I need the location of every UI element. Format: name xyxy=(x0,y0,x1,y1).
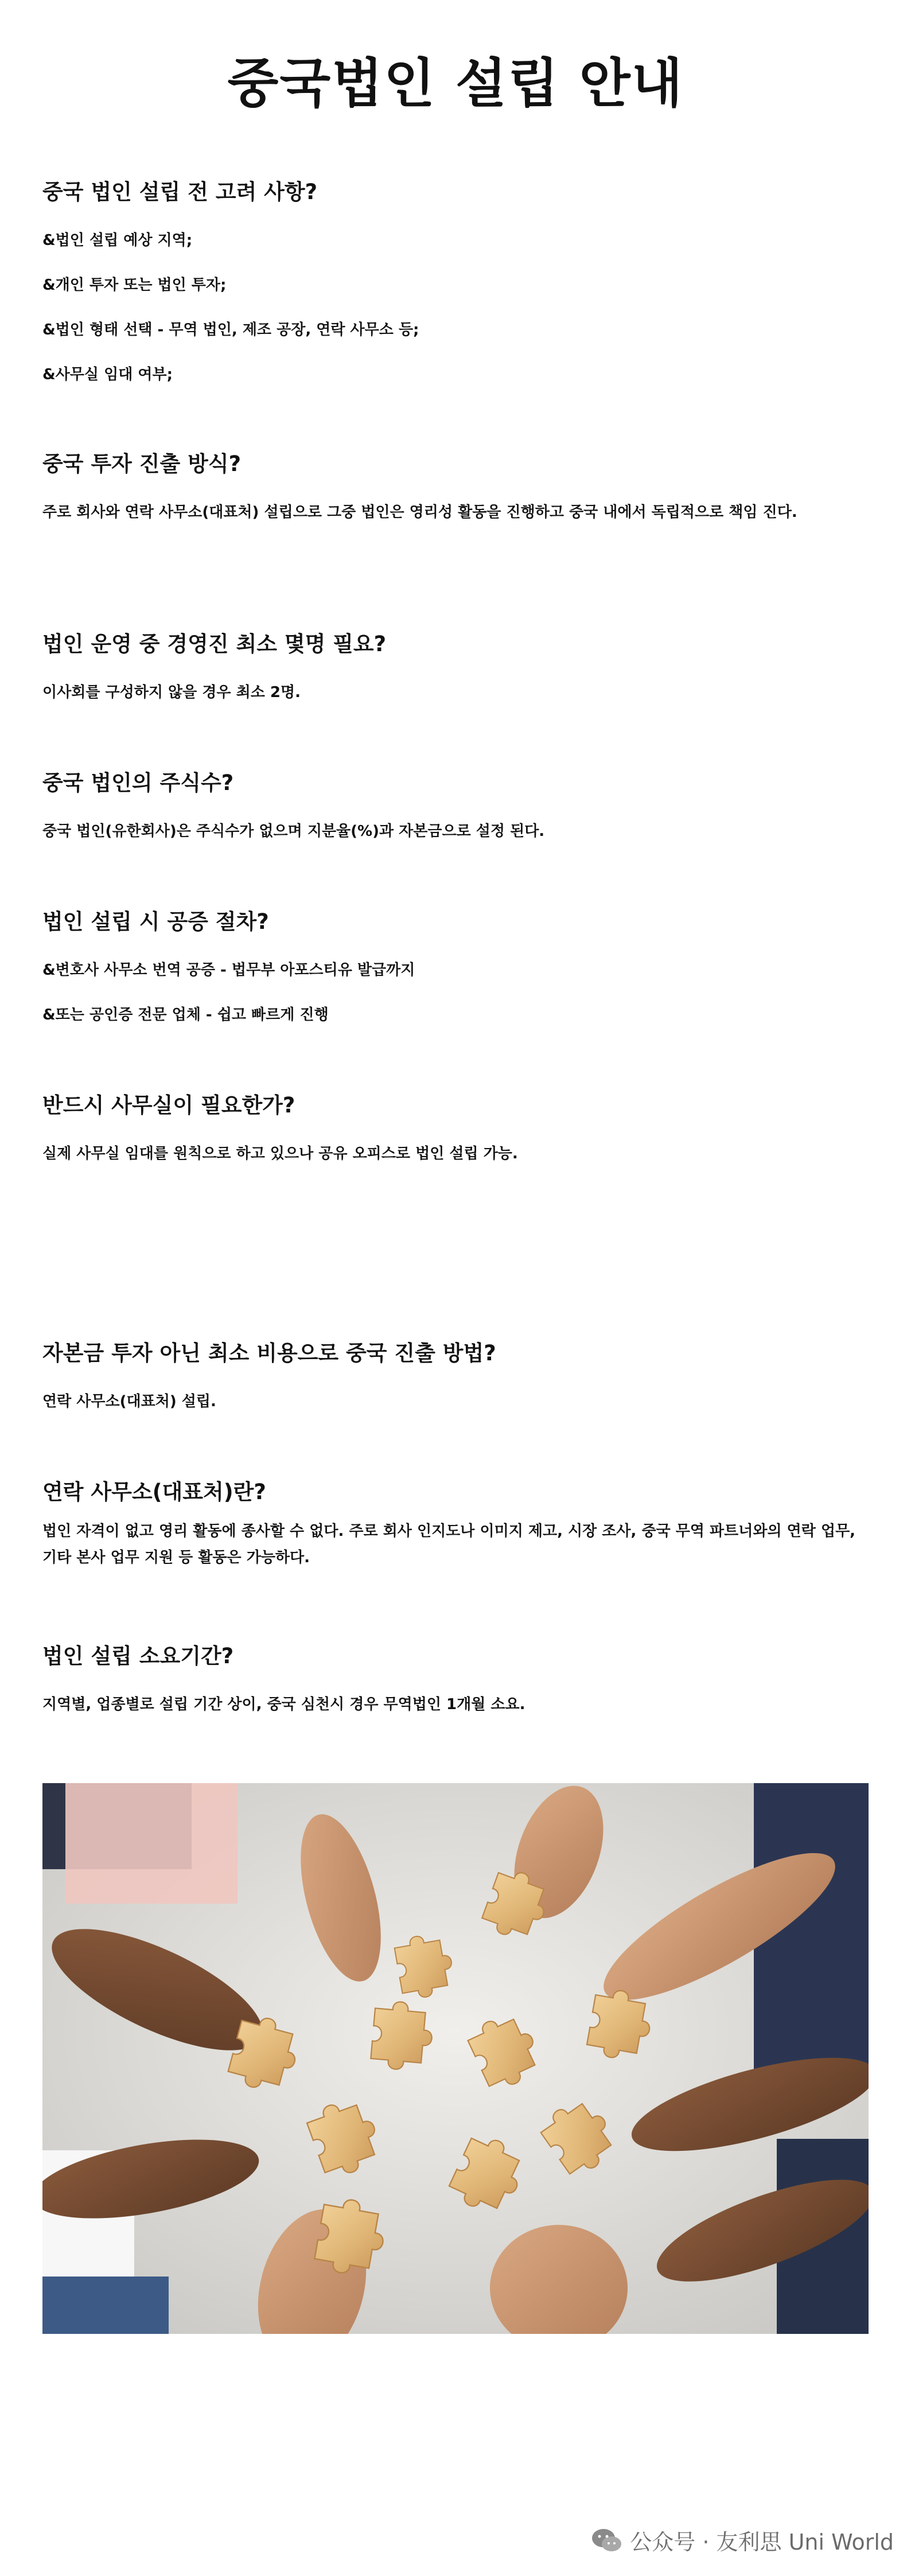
section-min-cost xyxy=(42,1340,869,1424)
watermark xyxy=(591,2524,894,2556)
section-considerations xyxy=(42,179,869,397)
section-line: &또는 공인증 전문 업체 - 쉽고 빠르게 진행 xyxy=(42,1006,329,1024)
section-line: &개인 투자 또는 법인 투자; xyxy=(42,277,227,294)
section-investment-method xyxy=(42,451,869,535)
section-question: 법인 설립 소요기간? xyxy=(42,1644,234,1668)
section-line: 연락 사무소(대표처) 설립. xyxy=(42,1393,216,1411)
section-line: &법인 설립 예상 지역; xyxy=(42,232,193,250)
watermark-text: 公众号 · 友利思 Uni World xyxy=(630,2530,894,2555)
section-duration xyxy=(42,1643,869,1727)
section-line: &사무실 임대 여부; xyxy=(42,366,173,384)
section-min-executives xyxy=(42,631,869,715)
section-line: &법인 형태 선택 - 무역 법인, 제조 공장, 연락 사무소 등; xyxy=(42,321,419,339)
puzzle-hands-photo xyxy=(42,1783,869,2334)
section-line: &변호사 사무소 번역 공증 - 법무부 아포스티유 발급까지 xyxy=(42,962,415,979)
section-question: 중국 투자 진출 방식? xyxy=(42,452,242,476)
section-question: 중국 법인의 주식수? xyxy=(42,771,234,795)
section-notarization xyxy=(42,909,869,1037)
section-line: 지역별, 업종별로 설립 기간 상이, 중국 심천시 경우 무역법인 1개월 소요. xyxy=(42,1696,525,1714)
section-question: 법인 운영 중 경영진 최소 몇명 필요? xyxy=(42,632,387,656)
section-line: 법인 자격이 없고 영리 활동에 종사할 수 없다. 주로 회사 인지도나 이미지 제고, 시장 조사, 중국 무역 파트너와의 연락 업무, 기타 본사 업무 지원 등 활동은 가능하다. xyxy=(42,1523,856,1567)
section-question: 연락 사무소(대표처)란? xyxy=(42,1480,266,1504)
section-question: 반드시 사무실이 필요한가? xyxy=(42,1093,295,1118)
section-line: 주로 회사와 연락 사무소(대표처) 설립으로 그중 법인은 영리성 활동을 진행하고 중국 내에서 독립적으로 책임 진다. xyxy=(42,504,797,522)
section-question: 법인 설립 시 공증 절차? xyxy=(42,909,269,934)
section-shares xyxy=(42,770,869,854)
section-question: 자본금 투자 아닌 최소 비용으로 중국 진출 방법? xyxy=(42,1341,496,1365)
section-rep-office xyxy=(42,1479,869,1571)
section-line: 중국 법인(유한회사)은 주식수가 없으며 지분율(%)과 자본금으로 설정 된다. xyxy=(42,823,545,840)
page-title: 중국법인 설립 안내 xyxy=(227,53,684,114)
section-line: 이사회를 구성하지 않을 경우 최소 2명. xyxy=(42,684,301,702)
wechat-icon xyxy=(591,2528,623,2553)
section-line: 실제 사무실 임대를 원칙으로 하고 있으나 공유 오피스로 법인 설립 가능. xyxy=(42,1145,518,1163)
section-question: 중국 법인 설립 전 고려 사항? xyxy=(42,180,318,204)
section-office xyxy=(42,1092,869,1176)
